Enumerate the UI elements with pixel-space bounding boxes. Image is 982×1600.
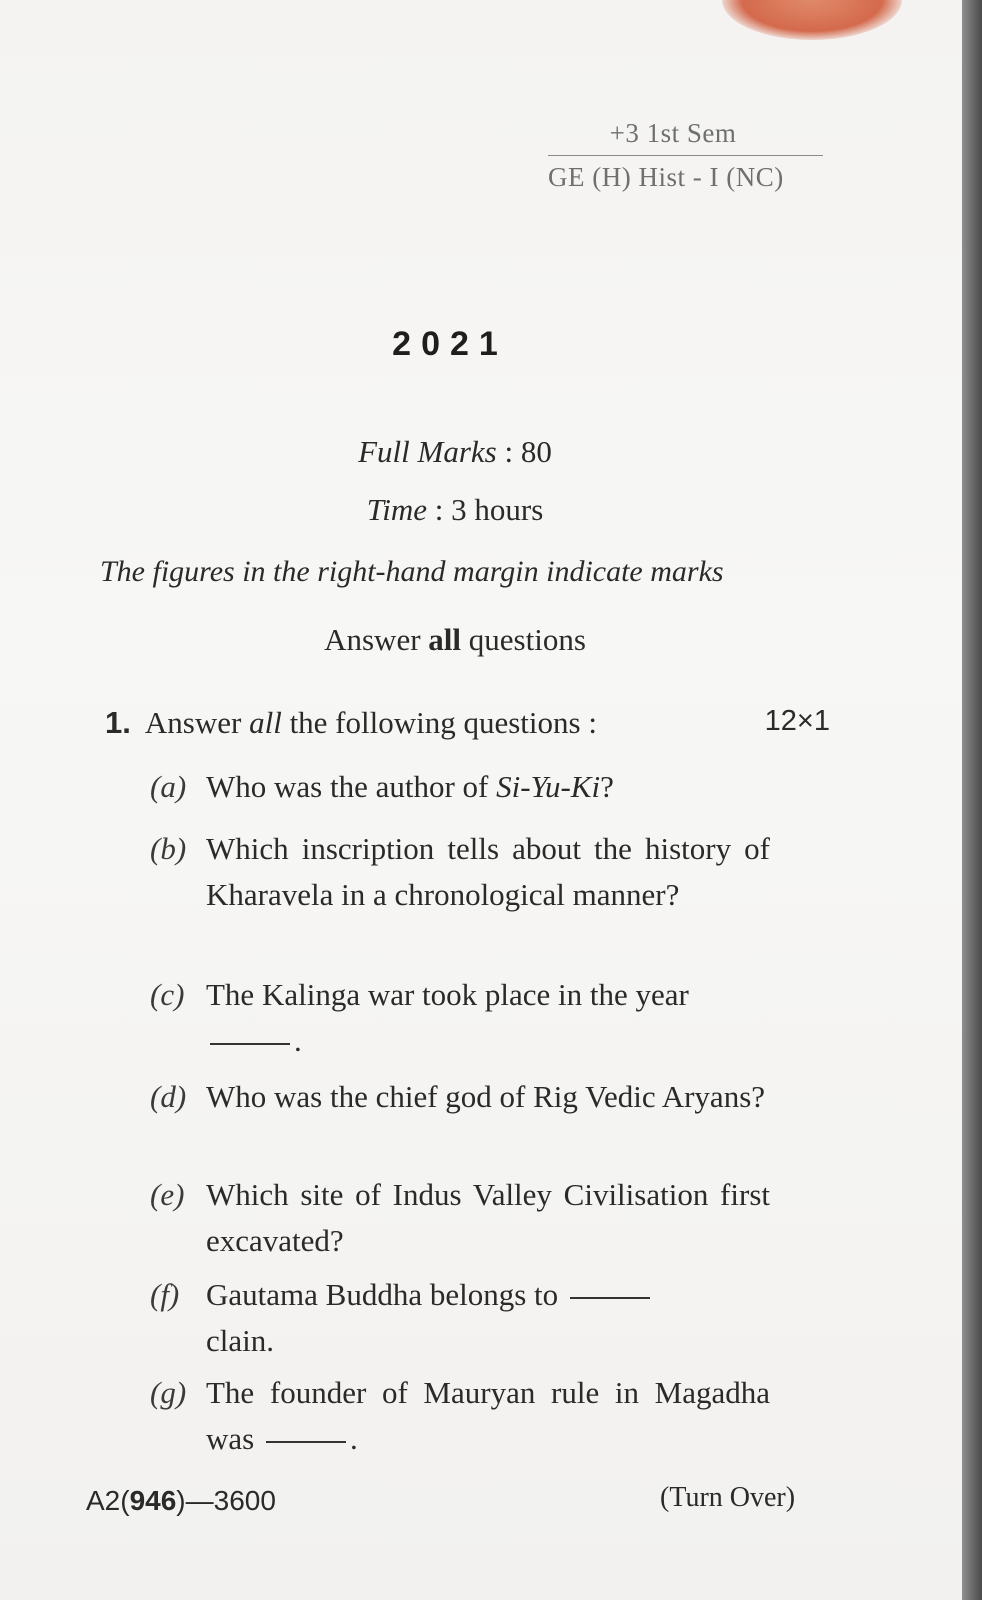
full-marks — [0, 434, 910, 470]
answer-blank — [570, 1297, 650, 1299]
paper-edge-shadow — [962, 0, 982, 1600]
sub-question-d — [150, 1074, 770, 1120]
sub-text: Which inscription tells about the history of Kharavela in a chronological manner? — [206, 831, 770, 912]
header-divider — [548, 155, 823, 156]
sub-label: (e) — [150, 1177, 185, 1212]
sub-label: (b) — [150, 831, 187, 866]
paper-header — [548, 118, 828, 193]
full-marks-value: : 80 — [504, 434, 552, 469]
answer-blank — [266, 1441, 346, 1443]
sub-question-f — [150, 1272, 770, 1364]
question-number: 1. — [105, 705, 131, 740]
question-text-a: Answer — [144, 705, 242, 740]
time-allowed — [0, 492, 910, 528]
sub-text: Gautama Buddha belongs to clain. — [206, 1272, 770, 1364]
sub-question-g — [150, 1370, 770, 1462]
question-text-italic: all — [249, 705, 282, 740]
answer-prefix: Answer — [324, 622, 421, 657]
margin-note: The figures in the right-hand margin indicate marks — [100, 555, 724, 588]
full-marks-label: Full Marks — [358, 434, 497, 469]
answer-bold: all — [428, 622, 462, 657]
semester-label: +3 1st Sem — [609, 118, 737, 148]
sub-text: Who was the author of Si-Yu-Ki? — [206, 769, 614, 804]
time-value: : 3 hours — [434, 492, 544, 527]
sub-label: (c) — [150, 977, 185, 1012]
answer-suffix: questions — [468, 622, 586, 657]
sub-label: (a) — [150, 769, 187, 804]
sub-label: (d) — [150, 1079, 187, 1114]
sub-label: (g) — [150, 1375, 187, 1410]
sub-text: Who was the chief god of Rig Vedic Aryans? — [206, 1079, 766, 1114]
exam-year: 2021 — [392, 325, 508, 363]
answer-blank — [210, 1043, 290, 1045]
paper-code: GE (H) Hist - I (NC) — [548, 162, 784, 192]
sub-text: The Kalinga war took place in the year . — [206, 977, 689, 1058]
finger-shadow — [722, 0, 902, 40]
paper-serial-code: A2(946)—3600 — [86, 1485, 276, 1516]
sub-question-c — [150, 972, 770, 1064]
sub-label: (f) — [150, 1277, 180, 1312]
turn-over-label: (Turn Over) — [660, 1482, 796, 1513]
sub-question-a — [150, 764, 770, 810]
sub-text: The founder of Mauryan rule in Magadha was . — [206, 1375, 770, 1456]
answer-instruction — [0, 622, 910, 658]
question-text-b: the following questions : — [289, 705, 597, 740]
time-label: Time — [366, 492, 428, 527]
question-marks: 12×1 — [764, 705, 830, 737]
sub-question-e — [150, 1172, 770, 1264]
question-1-heading — [105, 705, 830, 741]
sub-question-b — [150, 826, 770, 918]
sub-text: Which site of Indus Valley Civilisation first excavated? — [206, 1177, 770, 1258]
